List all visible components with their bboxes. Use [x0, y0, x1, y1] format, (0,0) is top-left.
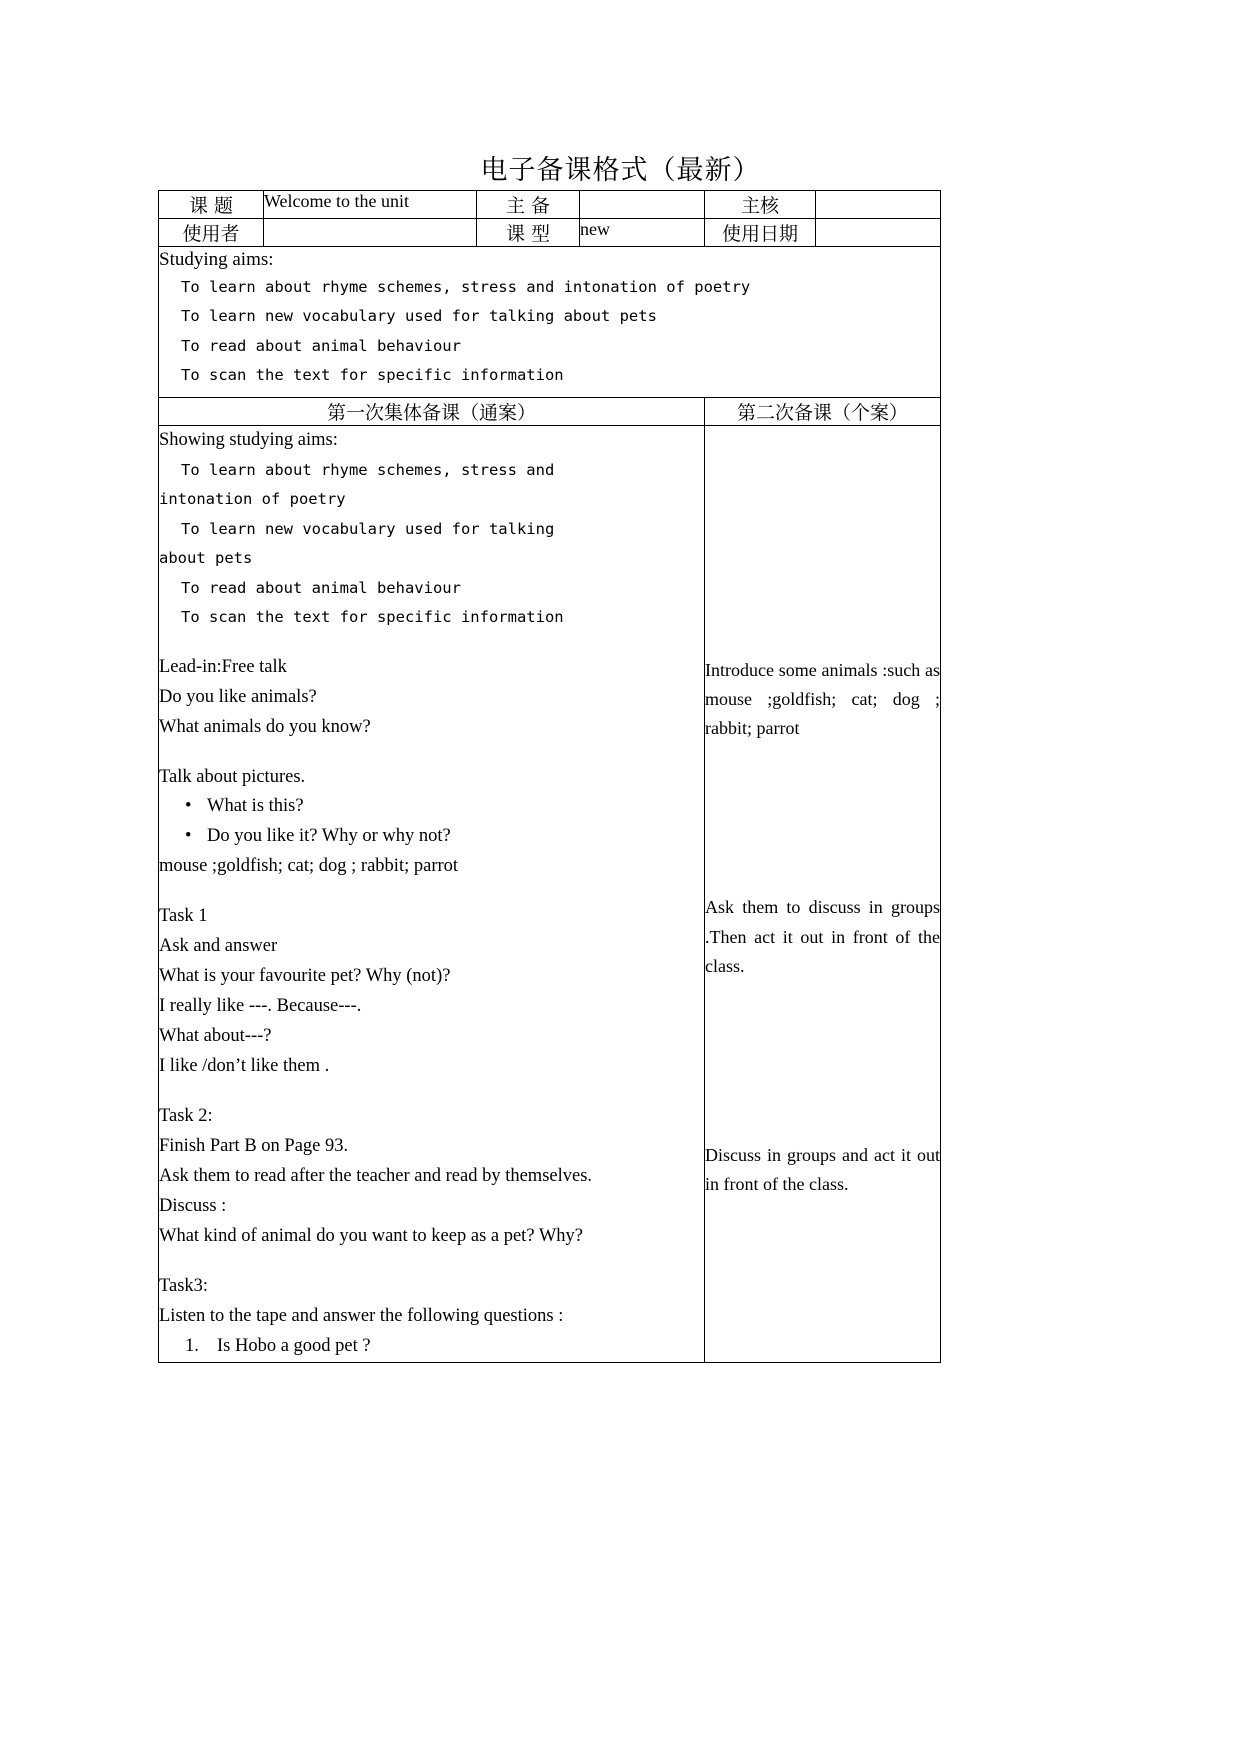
- spacer: [159, 1082, 704, 1102]
- showing-aim-line: about pets: [159, 549, 253, 568]
- right-note-3: Discuss in groups and act it out in front of the class.: [705, 1144, 940, 1195]
- studying-aim-item: To scan the text for specific information: [181, 365, 564, 384]
- list-item: • Do you like it? Why or why not?: [207, 822, 704, 852]
- spacer: [705, 981, 940, 1141]
- showing-aim-line: To learn about rhyme schemes, stress and: [181, 460, 555, 479]
- task1-line: What is your favourite pet? Why (not)?: [159, 966, 451, 987]
- field-label-main-preparer: 主 备: [477, 191, 580, 219]
- spacer: [159, 1252, 704, 1272]
- spacer: [705, 743, 940, 893]
- right-note-1: Introduce some animals :such as mouse ;goldfish; cat; dog ; rabbit; parrot: [705, 660, 940, 739]
- spacer: [159, 743, 704, 763]
- lead-in-title: Lead-in:Free talk: [159, 656, 287, 677]
- showing-aim-line: To scan the text for specific information: [181, 608, 564, 627]
- table-row: [159, 191, 941, 219]
- field-label-lesson-type: 课 型: [477, 219, 580, 247]
- talk-pictures-bullets: [159, 792, 704, 852]
- studying-aims-cell: [159, 247, 941, 398]
- list-item: • What is this?: [207, 792, 704, 822]
- studying-aims-title: Studying aims:: [159, 249, 274, 270]
- section-header-first-prep: 第一次集体备课（通案）: [159, 398, 705, 426]
- task3-line: Listen to the tape and answer the following questions :: [159, 1306, 564, 1326]
- task2-line: Ask them to read after the teacher and read by themselves.: [159, 1166, 593, 1187]
- lead-in-line: What animals do you know?: [159, 716, 371, 737]
- field-value-topic[interactable]: Welcome to the unit: [264, 191, 477, 219]
- studying-aim-item: To learn new vocabulary used for talking about pets: [181, 307, 657, 326]
- spacer: [705, 426, 940, 656]
- spacer: [159, 633, 704, 653]
- table-row: [159, 426, 941, 1363]
- task2-line: What kind of animal do you want to keep as a pet? Why?: [159, 1226, 584, 1247]
- task1-line: What about---?: [159, 1026, 272, 1047]
- showing-aims-title: Showing studying aims:: [159, 430, 338, 450]
- task2-line: Discuss :: [159, 1196, 227, 1217]
- lead-in-line: Do you like animals?: [159, 686, 317, 707]
- studying-aim-item: To learn about rhyme schemes, stress and intonation of poetry: [181, 277, 751, 296]
- field-value-reviewer[interactable]: [816, 191, 941, 219]
- task1-line: I really like ---. Because---.: [159, 996, 362, 1017]
- right-note-2: Ask them to discuss in groups .Then act it out in front of the class.: [705, 897, 940, 976]
- task1-title: Task 1: [159, 906, 208, 927]
- task2-line: Finish Part B on Page 93.: [159, 1136, 349, 1157]
- page-title: 电子备课格式（最新）: [480, 155, 761, 186]
- list-item: [185, 1332, 704, 1362]
- spacer: [159, 882, 704, 902]
- task1-line: I like /don’t like them .: [159, 1056, 330, 1077]
- list-item-label: Is Hobo a good pet ?: [217, 1335, 371, 1356]
- showing-aim-line: intonation of poetry: [159, 490, 346, 509]
- field-value-use-date[interactable]: [816, 219, 941, 247]
- lesson-plan-table: [158, 190, 941, 1363]
- list-item-number: 1.: [185, 1335, 199, 1356]
- field-label-user: 使用者: [159, 219, 264, 247]
- field-value-lesson-type[interactable]: new: [580, 219, 705, 247]
- task2-title: Task 2:: [159, 1106, 213, 1127]
- task1-line: Ask and answer: [159, 936, 278, 957]
- field-value-user[interactable]: [264, 219, 477, 247]
- section-header-second-prep: 第二次备课（个案）: [705, 398, 941, 426]
- table-row: [159, 247, 941, 398]
- field-label-topic: 课 题: [159, 191, 264, 219]
- showing-aim-line: To read about animal behaviour: [181, 578, 461, 597]
- table-row: [159, 398, 941, 426]
- animal-words-line: mouse ;goldfish; cat; dog ; rabbit; parrot: [159, 856, 459, 877]
- task3-questions: [159, 1332, 704, 1362]
- field-label-reviewer: 主核: [705, 191, 816, 219]
- table-row: [159, 219, 941, 247]
- studying-aim-item: To read about animal behaviour: [181, 336, 461, 355]
- talk-pictures-title: Talk about pictures.: [159, 766, 306, 787]
- task3-title: Task3:: [159, 1276, 209, 1297]
- field-label-use-date: 使用日期: [705, 219, 816, 247]
- second-prep-content: [705, 426, 941, 1363]
- first-prep-content: [159, 426, 705, 1363]
- field-value-main-preparer[interactable]: [580, 191, 705, 219]
- showing-aim-line: To learn new vocabulary used for talking: [181, 519, 555, 538]
